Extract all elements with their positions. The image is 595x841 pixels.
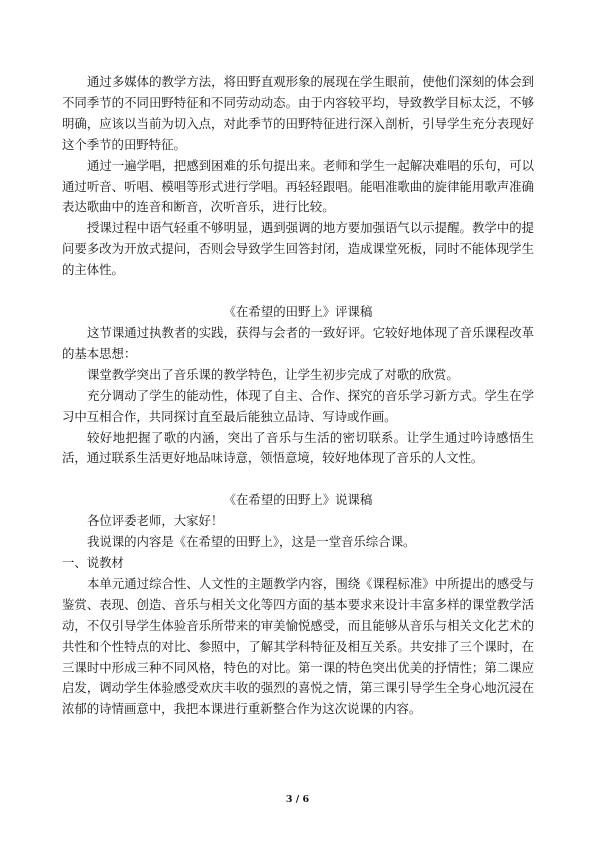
paragraph: 本单元通过综合性、人文性的主题教学内容，围绕《课程标准》中所提出的感受与鉴赏、表现、创造、音乐与相关文化等四方面的基本要求来设计丰富多样的课堂教学活动，不仅引导学生体验音乐所带来的审美愉悦感受，而且能够从音乐与相关文化艺术的共性和个性特点的对比、参照中，了解其学科特征及相互关系。共安排了三个课时，在三课时中形成三种不同风格，特色的对比。第一课的特色突出优美的抒情性；第二课应启发，调动学生体验感受欢庆丰收的强烈的喜悦之情，第三课引导学生全身心地沉浸在浓郁的诗情画意中，我把本课进行重新整合作为这次说课的内容。	[62, 575, 534, 717]
paragraph: 充分调动了学生的能动性，体现了自主、合作、探究的音乐学习新方式。学生在学习中互相合作，共同探讨直至最后能独立品诗、写诗或作画。	[62, 387, 534, 424]
paragraph: 通过多媒体的教学方法，将田野直观形象的展现在学生眼前，使他们深刻的体会到不同季节的不同田野特征和不同劳动动态。由于内容较平均，导致教学目标太泛，不够明确，应该以当前为切入点，对此季节的田野特征进行深入剖析，引导学生充分表现好这个季节的田野特征。	[62, 74, 534, 152]
section-spacer	[62, 469, 534, 490]
paragraph: 我说课的内容是《在希望的田野上》，这是一堂音乐综合课。	[87, 534, 416, 550]
section-title-review: 《在希望的田野上》评课稿	[223, 304, 373, 320]
paragraph: 较好地把握了歌的内涵，突出了音乐与生活的密切联系。让学生通过吟诗感悟生活，通过联系生活更好地品味诗意，领悟意境，较好地体现了音乐的人文性。	[62, 429, 534, 466]
paragraph: 通过一遍学唱，把感到困难的乐句提出来。老师和学生一起解决难唱的乐句，可以通过听音、听唱、模唱等形式进行学唱。再轻轻跟唱。能唱准歌曲的旋律能用歌声准确表达歌曲中的连音和断音，次听音乐，进行比较。	[62, 157, 534, 215]
paragraph: 授课过程中语气轻重不够明显，遇到强调的地方要加强语气以示提醒。教学中的提问要多改为开放式提问，否则会导致学生回答封闭，造成课堂死板，同时不能体现学生的主体性。	[62, 220, 534, 278]
page-number: 3 / 6	[285, 794, 310, 805]
greeting: 各位评委老师，大家好！	[87, 513, 224, 529]
subsection-heading: 一、说教材	[62, 555, 124, 571]
document-body	[62, 72, 534, 720]
paragraph: 课堂教学突出了音乐课的教学特色，让学生初步完成了对歌的欣赏。	[87, 366, 459, 382]
section-spacer	[62, 281, 534, 302]
section-title-lecture: 《在希望的田野上》说课稿	[223, 492, 373, 508]
paragraph: 这节课通过执教者的实践，获得与会者的一致好评。它较好地体现了音乐课程改革的基本思想：	[62, 324, 534, 361]
